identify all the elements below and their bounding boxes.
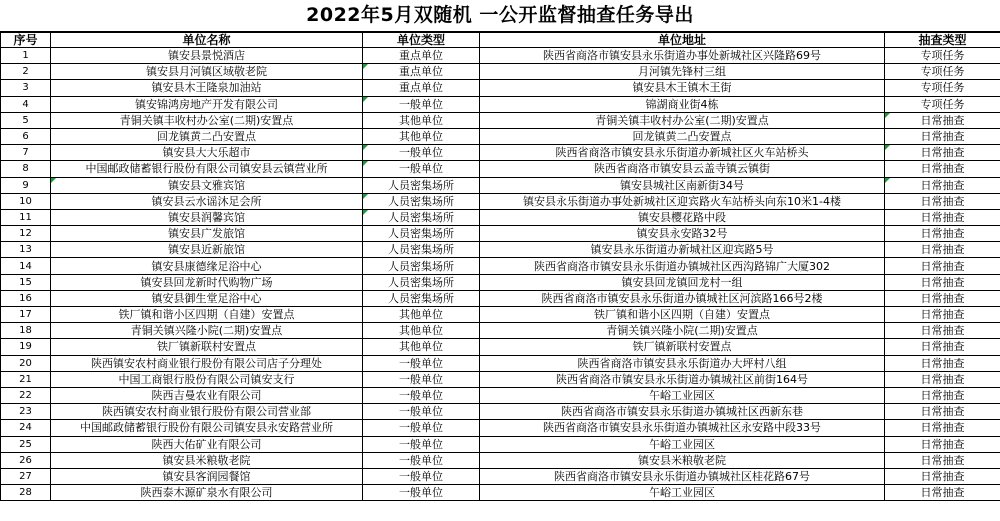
table-row[interactable] — [1, 339, 1000, 355]
cell-unit-address[interactable]: 陕西省商洛市镇安县永乐街道办镇城社区桂花路67号 — [480, 468, 885, 484]
header-unit-name[interactable]: 单位名称 — [51, 33, 363, 48]
cell-index[interactable]: 7 — [1, 145, 51, 161]
cell-index[interactable]: 6 — [1, 128, 51, 144]
cell-index[interactable]: 11 — [1, 209, 51, 225]
cell-unit-type[interactable]: 其他单位 — [363, 339, 480, 355]
cell-inspection-type[interactable]: 日常抽查 — [885, 387, 1000, 403]
table-row[interactable] — [1, 112, 1000, 128]
cell-unit-type[interactable]: 人员密集场所 — [363, 177, 480, 193]
cell-unit-address[interactable]: 陕西省商洛市镇安县云盖寺镇云镇街 — [480, 161, 885, 177]
cell-index[interactable]: 22 — [1, 387, 51, 403]
table-row[interactable] — [1, 274, 1000, 290]
cell-unit-address[interactable]: 镇安县永安路32号 — [480, 226, 885, 242]
cell-unit-address[interactable]: 铁厂镇新联村安置点 — [480, 339, 885, 355]
cell-index[interactable]: 24 — [1, 420, 51, 436]
cell-unit-name[interactable]: 铁厂镇新联村安置点 — [51, 339, 363, 355]
table-row[interactable] — [1, 468, 1000, 484]
table-row[interactable] — [1, 485, 1000, 501]
cell-inspection-type[interactable]: 专项任务 — [885, 80, 1000, 96]
cell-inspection-type[interactable]: 日常抽查 — [885, 177, 1000, 193]
cell-inspection-type[interactable]: 专项任务 — [885, 48, 1000, 64]
cell-unit-type[interactable]: 一般单位 — [363, 468, 480, 484]
cell-index[interactable]: 13 — [1, 242, 51, 258]
cell-inspection-type[interactable]: 日常抽查 — [885, 323, 1000, 339]
cell-unit-address[interactable]: 回龙镇黄二凸安置点 — [480, 128, 885, 144]
cell-unit-type[interactable]: 重点单位 — [363, 64, 480, 80]
cell-index[interactable]: 19 — [1, 339, 51, 355]
table-row[interactable] — [1, 177, 1000, 193]
table-row[interactable] — [1, 145, 1000, 161]
cell-unit-type[interactable]: 人员密集场所 — [363, 258, 480, 274]
cell-index[interactable]: 4 — [1, 96, 51, 112]
cell-unit-name[interactable]: 镇安锦鸿房地产开发有限公司 — [51, 96, 363, 112]
cell-inspection-type[interactable]: 日常抽查 — [885, 274, 1000, 290]
cell-unit-address[interactable]: 陕西省商洛市镇安县永乐街道办新城社区火车站桥头 — [480, 145, 885, 161]
cell-unit-type[interactable]: 一般单位 — [363, 161, 480, 177]
cell-unit-name[interactable]: 陕西镇安农村商业银行股份有限公司店子分理处 — [51, 355, 363, 371]
header-row — [1, 33, 1000, 48]
cell-unit-address[interactable]: 陕西省商洛市镇安县永乐街道办镇城社区前街164号 — [480, 371, 885, 387]
cell-index[interactable]: 25 — [1, 436, 51, 452]
cell-unit-name[interactable]: 陕西吉曼农业有限公司 — [51, 387, 363, 403]
table-row[interactable] — [1, 242, 1000, 258]
cell-unit-address[interactable]: 镇安县城社区南新街34号 — [480, 177, 885, 193]
cell-unit-address[interactable]: 陕西省商洛市镇安县永乐街道办镇城社区西沟路锦广大厦302 — [480, 258, 885, 274]
cell-inspection-type[interactable]: 日常抽查 — [885, 258, 1000, 274]
cell-index[interactable]: 27 — [1, 468, 51, 484]
cell-unit-name[interactable]: 镇安县米粮敬老院 — [51, 452, 363, 468]
cell-unit-type[interactable]: 一般单位 — [363, 371, 480, 387]
cell-inspection-type[interactable]: 日常抽查 — [885, 420, 1000, 436]
cell-index[interactable]: 21 — [1, 371, 51, 387]
cell-index[interactable]: 8 — [1, 161, 51, 177]
cell-unit-address[interactable]: 铁厂镇和谐小区四期（自建）安置点 — [480, 307, 885, 323]
table-row[interactable] — [1, 371, 1000, 387]
cell-unit-type[interactable]: 人员密集场所 — [363, 242, 480, 258]
cell-index[interactable]: 10 — [1, 193, 51, 209]
cell-unit-address[interactable]: 午峪工业园区 — [480, 436, 885, 452]
table-row[interactable] — [1, 209, 1000, 225]
cell-unit-name[interactable]: 回龙镇黄二凸安置点 — [51, 128, 363, 144]
cell-unit-name[interactable]: 镇安县云水谣沐足会所 — [51, 193, 363, 209]
cell-unit-address[interactable]: 镇安县樱花路中段 — [480, 209, 885, 225]
cell-index[interactable]: 17 — [1, 307, 51, 323]
cell-unit-type[interactable]: 人员密集场所 — [363, 193, 480, 209]
cell-unit-name[interactable]: 青铜关镇丰收村办公室(二期)安置点 — [51, 112, 363, 128]
table-body — [1, 48, 1000, 501]
cell-index[interactable]: 16 — [1, 290, 51, 306]
header-unit-address[interactable]: 单位地址 — [480, 33, 885, 48]
cell-unit-address[interactable]: 午峪工业园区 — [480, 387, 885, 403]
cell-unit-name[interactable]: 镇安县润馨宾馆 — [51, 209, 363, 225]
cell-unit-name[interactable]: 镇安县客润园餐馆 — [51, 468, 363, 484]
cell-index[interactable]: 2 — [1, 64, 51, 80]
cell-index[interactable]: 28 — [1, 485, 51, 501]
cell-index[interactable]: 9 — [1, 177, 51, 193]
cell-index[interactable]: 18 — [1, 323, 51, 339]
table-row[interactable] — [1, 323, 1000, 339]
cell-unit-type[interactable]: 一般单位 — [363, 145, 480, 161]
cell-unit-name[interactable]: 镇安县文雅宾馆 — [51, 177, 363, 193]
cell-unit-type[interactable]: 一般单位 — [363, 355, 480, 371]
cell-inspection-type[interactable]: 日常抽查 — [885, 193, 1000, 209]
cell-unit-name[interactable]: 中国工商银行股份有限公司镇安支行 — [51, 371, 363, 387]
cell-unit-name[interactable]: 镇安县广发旅馆 — [51, 226, 363, 242]
table-row[interactable] — [1, 355, 1000, 371]
cell-inspection-type[interactable]: 日常抽查 — [885, 290, 1000, 306]
cell-unit-name[interactable]: 陕西泰木源矿泉水有限公司 — [51, 485, 363, 501]
cell-unit-type[interactable]: 人员密集场所 — [363, 226, 480, 242]
table-row[interactable] — [1, 452, 1000, 468]
cell-unit-address[interactable]: 镇安县永乐街道办事处新城社区迎宾路火车站桥头向东10米1-4楼 — [480, 193, 885, 209]
cell-unit-name[interactable]: 镇安县康德缘足浴中心 — [51, 258, 363, 274]
table-row[interactable] — [1, 64, 1000, 80]
cell-inspection-type[interactable]: 日常抽查 — [885, 355, 1000, 371]
cell-index[interactable]: 23 — [1, 404, 51, 420]
cell-unit-name[interactable]: 中国邮政储蓄银行股份有限公司镇安县云镇营业所 — [51, 161, 363, 177]
cell-unit-address[interactable]: 月河镇先锋村三组 — [480, 64, 885, 80]
header-unit-type[interactable]: 单位类型 — [363, 33, 480, 48]
cell-unit-name[interactable]: 镇安县御生堂足浴中心 — [51, 290, 363, 306]
cell-unit-address[interactable]: 陕西省商洛市镇安县永乐街道办事处新城社区兴隆路69号 — [480, 48, 885, 64]
table-row[interactable] — [1, 290, 1000, 306]
task-table — [0, 32, 1000, 501]
cell-unit-type[interactable]: 一般单位 — [363, 404, 480, 420]
cell-unit-type[interactable]: 其他单位 — [363, 112, 480, 128]
cell-unit-type[interactable]: 人员密集场所 — [363, 290, 480, 306]
table-row[interactable] — [1, 307, 1000, 323]
cell-unit-address[interactable]: 陕西省商洛市镇安县永乐街道办镇城社区永安路中段33号 — [480, 420, 885, 436]
cell-index[interactable]: 14 — [1, 258, 51, 274]
cell-unit-address[interactable]: 青铜关镇丰收村办公室(二期)安置点 — [480, 112, 885, 128]
cell-unit-type[interactable]: 重点单位 — [363, 48, 480, 64]
cell-unit-type[interactable]: 一般单位 — [363, 436, 480, 452]
table-row[interactable] — [1, 80, 1000, 96]
cell-unit-name[interactable]: 镇安县大大乐超市 — [51, 145, 363, 161]
cell-unit-name[interactable]: 铁厂镇和谐小区四期（自建）安置点 — [51, 307, 363, 323]
cell-index[interactable]: 1 — [1, 48, 51, 64]
cell-unit-type[interactable]: 重点单位 — [363, 80, 480, 96]
cell-index[interactable]: 26 — [1, 452, 51, 468]
cell-unit-address[interactable]: 镇安县木王镇木王街 — [480, 80, 885, 96]
cell-unit-name[interactable]: 陕西镇安农村商业银行股份有限公司营业部 — [51, 404, 363, 420]
cell-inspection-type[interactable]: 日常抽查 — [885, 209, 1000, 225]
cell-unit-address[interactable]: 陕西省商洛市镇安县永乐街道办镇城社区西新东巷 — [480, 404, 885, 420]
cell-unit-type[interactable]: 人员密集场所 — [363, 274, 480, 290]
cell-index[interactable]: 15 — [1, 274, 51, 290]
cell-unit-type[interactable]: 其他单位 — [363, 128, 480, 144]
cell-unit-name[interactable]: 镇安县回龙新时代购物广场 — [51, 274, 363, 290]
cell-unit-type[interactable]: 其他单位 — [363, 323, 480, 339]
cell-inspection-type[interactable]: 日常抽查 — [885, 339, 1000, 355]
cell-index[interactable]: 3 — [1, 80, 51, 96]
header-inspection-type[interactable]: 抽查类型 — [885, 33, 1000, 48]
header-index[interactable]: 序号 — [1, 33, 51, 48]
cell-inspection-type[interactable]: 日常抽查 — [885, 468, 1000, 484]
cell-unit-address[interactable]: 锦湖商业街4栋 — [480, 96, 885, 112]
cell-unit-name[interactable]: 镇安县月河镇区域敬老院 — [51, 64, 363, 80]
cell-unit-address[interactable]: 陕西省商洛市镇安县永乐街道办大坪村八组 — [480, 355, 885, 371]
cell-inspection-type[interactable]: 日常抽查 — [885, 112, 1000, 128]
cell-unit-address[interactable]: 镇安县米粮敬老院 — [480, 452, 885, 468]
cell-unit-name[interactable]: 中国邮政储蓄银行股份有限公司镇安县永安路营业所 — [51, 420, 363, 436]
cell-index[interactable]: 20 — [1, 355, 51, 371]
cell-unit-name[interactable]: 镇安县木王隆泉加油站 — [51, 80, 363, 96]
cell-unit-name[interactable]: 镇安县近新旅馆 — [51, 242, 363, 258]
table-row[interactable] — [1, 226, 1000, 242]
cell-unit-address[interactable]: 青铜关镇兴隆小院(二期)安置点 — [480, 323, 885, 339]
cell-inspection-type[interactable]: 日常抽查 — [885, 128, 1000, 144]
cell-inspection-type[interactable]: 日常抽查 — [885, 436, 1000, 452]
cell-unit-name[interactable]: 青铜关镇兴隆小院(二期)安置点 — [51, 323, 363, 339]
cell-inspection-type[interactable]: 日常抽查 — [885, 452, 1000, 468]
table-row[interactable] — [1, 436, 1000, 452]
table-row[interactable] — [1, 48, 1000, 64]
table-row[interactable] — [1, 258, 1000, 274]
cell-inspection-type[interactable]: 日常抽查 — [885, 404, 1000, 420]
table-row[interactable] — [1, 387, 1000, 403]
table-row[interactable] — [1, 96, 1000, 112]
cell-inspection-type[interactable]: 日常抽查 — [885, 485, 1000, 501]
cell-unit-address[interactable]: 午峪工业园区 — [480, 485, 885, 501]
cell-unit-name[interactable]: 镇安县景悦酒店 — [51, 48, 363, 64]
cell-unit-name[interactable]: 陕西大佑矿业有限公司 — [51, 436, 363, 452]
cell-unit-address[interactable]: 镇安县回龙镇回龙村一组 — [480, 274, 885, 290]
cell-inspection-type[interactable]: 日常抽查 — [885, 371, 1000, 387]
table-row[interactable] — [1, 420, 1000, 436]
table-row[interactable] — [1, 161, 1000, 177]
table-row[interactable] — [1, 128, 1000, 144]
cell-unit-type[interactable]: 一般单位 — [363, 96, 480, 112]
cell-unit-type[interactable]: 其他单位 — [363, 307, 480, 323]
cell-inspection-type[interactable]: 专项任务 — [885, 96, 1000, 112]
cell-inspection-type[interactable]: 日常抽查 — [885, 145, 1000, 161]
cell-index[interactable]: 12 — [1, 226, 51, 242]
cell-inspection-type[interactable]: 专项任务 — [885, 64, 1000, 80]
cell-unit-type[interactable]: 人员密集场所 — [363, 209, 480, 225]
cell-inspection-type[interactable]: 日常抽查 — [885, 226, 1000, 242]
cell-unit-type[interactable]: 一般单位 — [363, 387, 480, 403]
cell-unit-type[interactable]: 一般单位 — [363, 420, 480, 436]
cell-inspection-type[interactable]: 日常抽查 — [885, 242, 1000, 258]
table-row[interactable] — [1, 404, 1000, 420]
table-row[interactable] — [1, 193, 1000, 209]
cell-inspection-type[interactable]: 日常抽查 — [885, 307, 1000, 323]
cell-unit-address[interactable]: 镇安县永乐街道办新城社区迎宾路5号 — [480, 242, 885, 258]
cell-index[interactable]: 5 — [1, 112, 51, 128]
cell-unit-type[interactable]: 一般单位 — [363, 485, 480, 501]
cell-unit-address[interactable]: 陕西省商洛市镇安县永乐街道办镇城社区河滨路166号2楼 — [480, 290, 885, 306]
cell-inspection-type[interactable]: 日常抽查 — [885, 161, 1000, 177]
sheet-title: 2022年5月双随机 一公开监督抽查任务导出 — [0, 0, 1000, 32]
cell-unit-type[interactable]: 一般单位 — [363, 452, 480, 468]
